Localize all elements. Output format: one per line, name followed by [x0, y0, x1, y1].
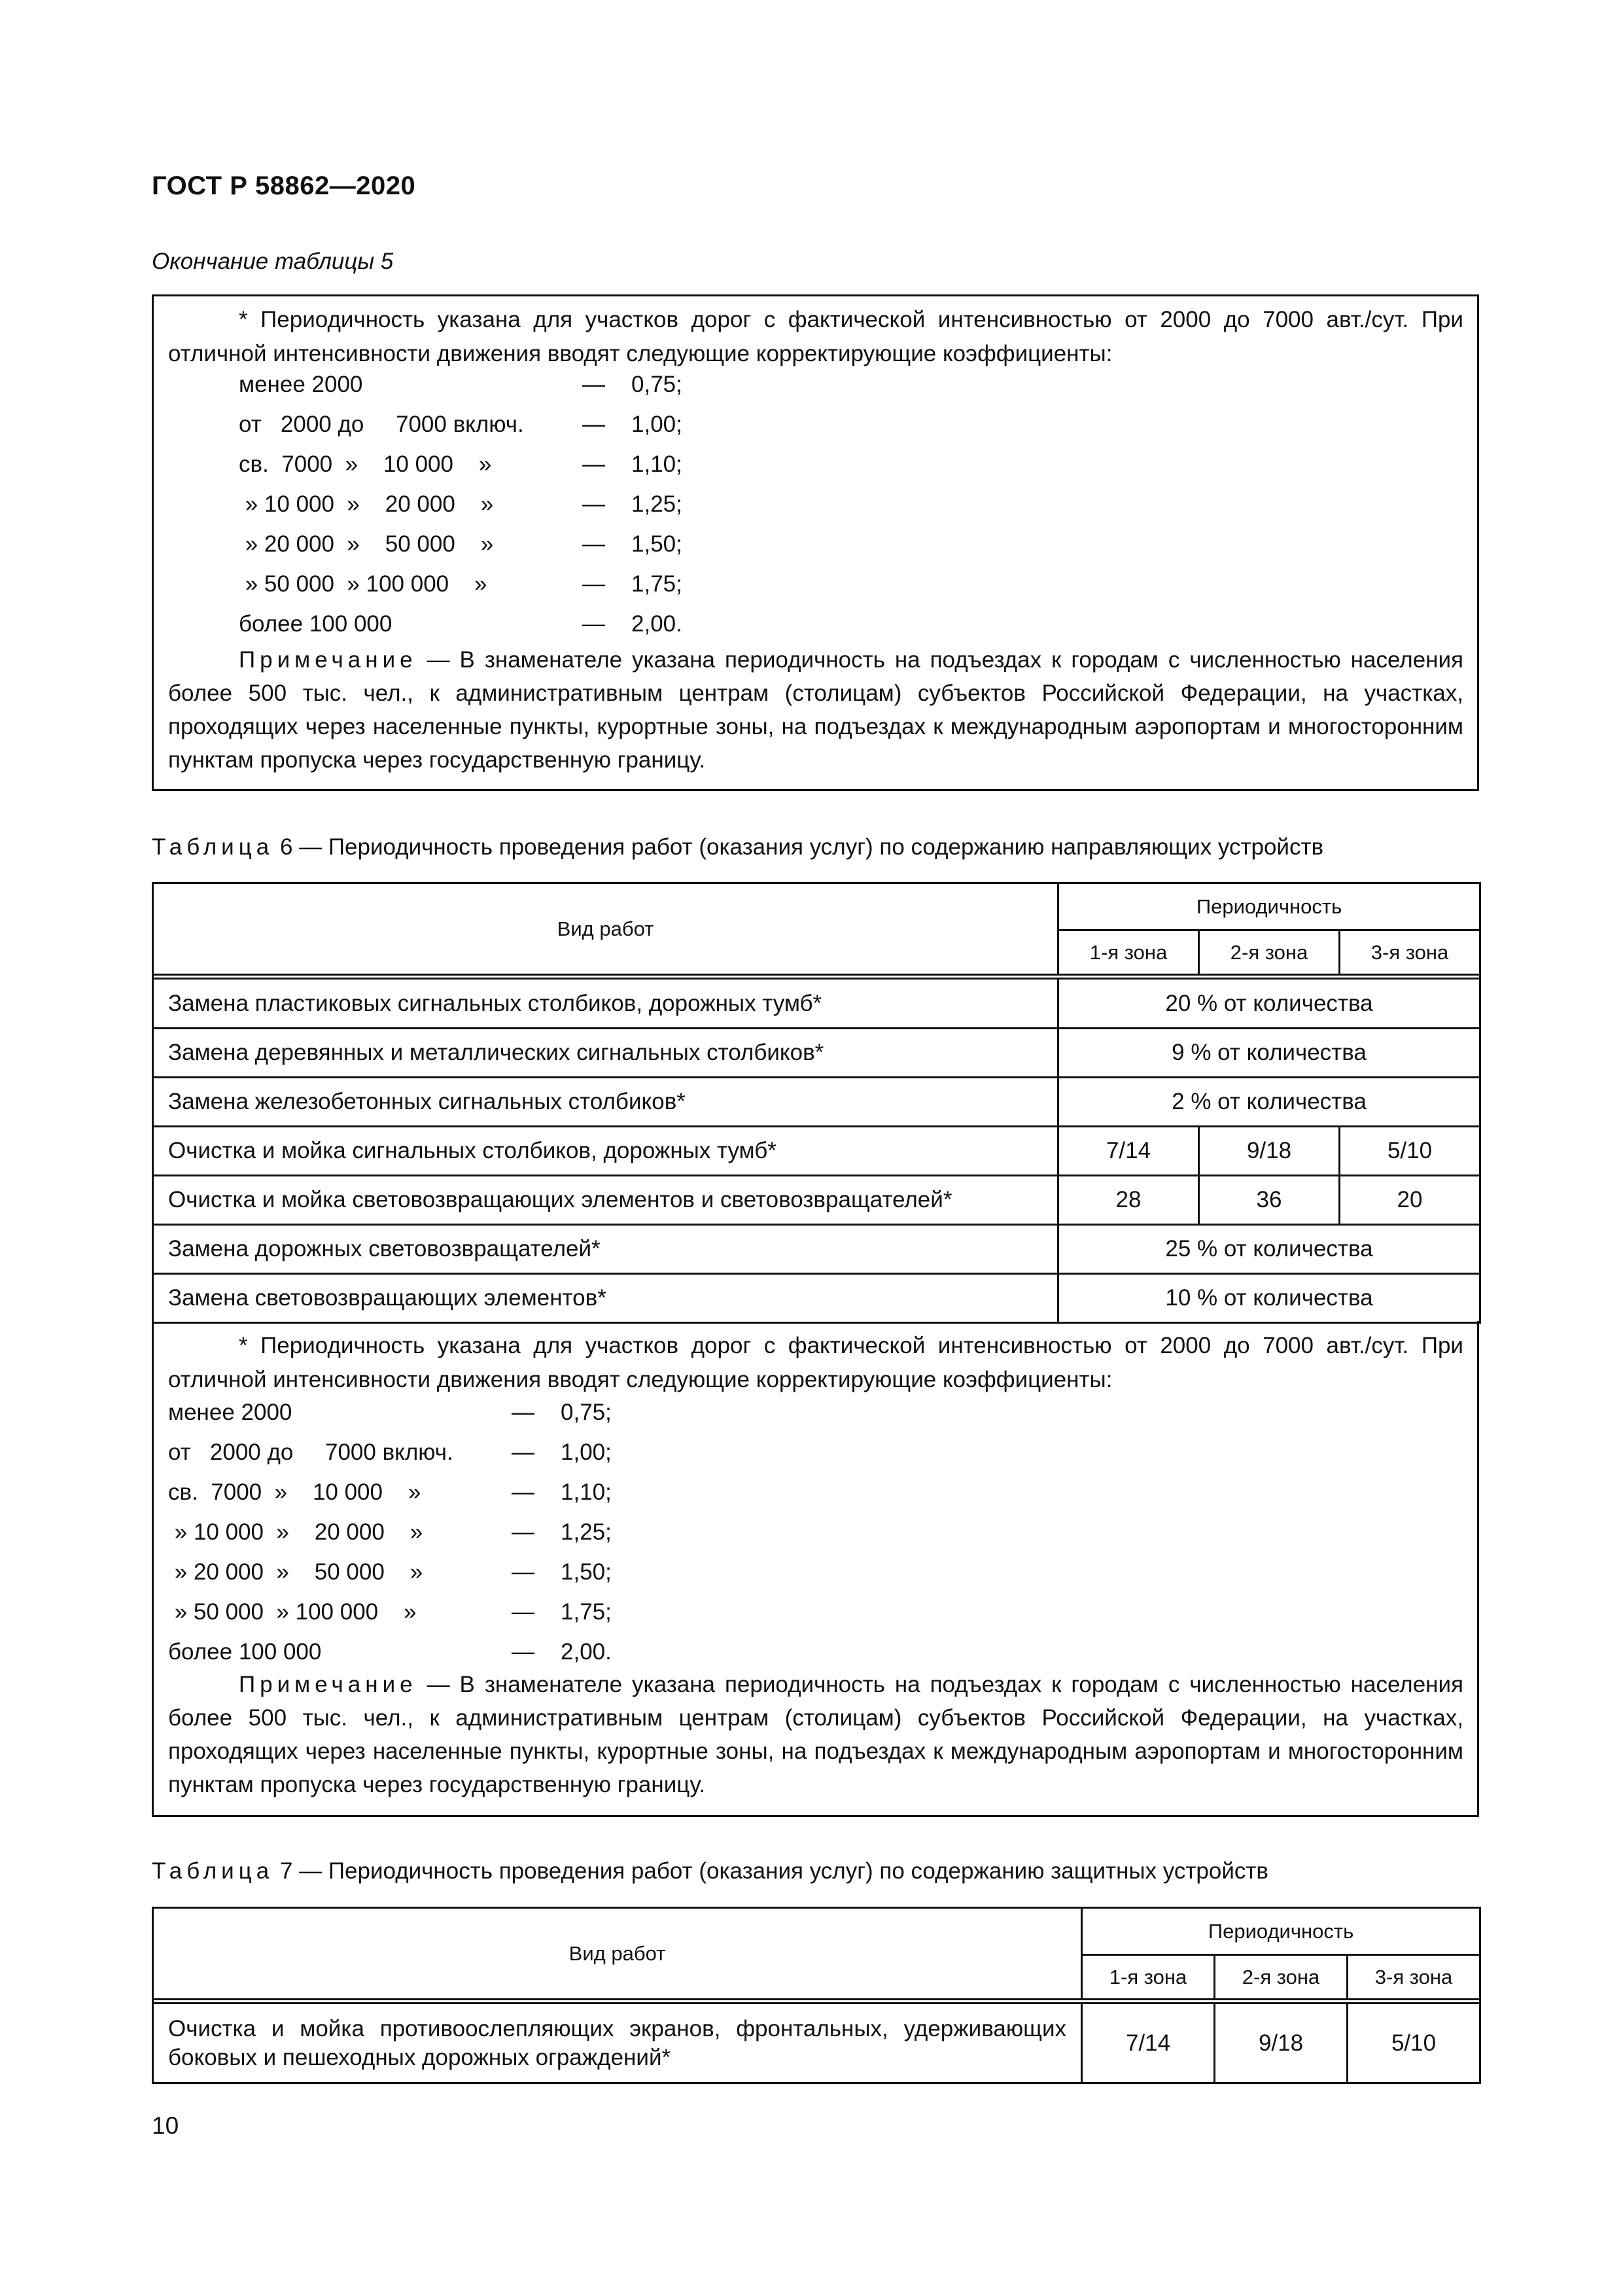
col-header-period: Периодичность: [1082, 1908, 1480, 1955]
coef-row: более 100 000 — 2,00.: [239, 611, 682, 637]
table6-caption: Таблица 6 — Периодичность проведения работ (оказания услуг) по содержанию направляющих устройств: [152, 834, 1324, 860]
period-cell: 25 % от количества: [1058, 1225, 1480, 1274]
table5-coefficients: [239, 372, 828, 646]
table6-footnote: * Периодичность указана для участков дорог с фактической интенсивностью от 2000 до 7000 авт./сут. При отличной интенсивности движения вводят следующие корректирующие коэффициенты:: [168, 1333, 1463, 1392]
table5-footnote-box: [152, 294, 1479, 791]
table-row: [153, 1225, 1480, 1274]
table-continuation-label: Окончание таблицы 5: [152, 249, 394, 274]
work-cell: Очистка и мойка сигнальных столбиков, дорожных тумб*: [153, 1127, 1058, 1176]
document-id: ГОСТ Р 58862—2020: [152, 171, 416, 200]
coef-row: от 2000 до 7000 включ. — 1,00;: [239, 412, 682, 437]
table-row: [153, 1274, 1480, 1323]
col-header-work: Вид работ: [153, 1908, 1082, 2000]
col-header-zone1: 1-я зона: [1058, 930, 1199, 975]
table-row: [153, 2004, 1480, 2083]
coef-row: менее 2000 — 0,75;: [168, 1400, 612, 1425]
table-row: [153, 1078, 1480, 1127]
col-header-zone1: 1-я зона: [1082, 1955, 1215, 2000]
table7: [152, 1907, 1481, 2084]
col-header-period: Периодичность: [1058, 883, 1480, 930]
zone2-cell: 36: [1199, 1176, 1340, 1225]
work-cell: Очистка и мойка световозвращающих элементов и световозвращателей*: [153, 1176, 1058, 1225]
zone2-cell: 9/18: [1199, 1127, 1340, 1176]
table6: [152, 882, 1481, 1324]
zone3-cell: 20: [1340, 1176, 1480, 1225]
period-cell: 2 % от количества: [1058, 1078, 1480, 1127]
zone1-cell: 7/14: [1058, 1127, 1199, 1176]
coef-row: св. 7000 » 10 000 » — 1,10;: [168, 1479, 612, 1505]
zone3-cell: 5/10: [1348, 2004, 1480, 2083]
table-row: [153, 979, 1480, 1029]
table5-footnote: * Периодичность указана для участков дорог с фактической интенсивностью от 2000 до 7000 авт./сут. При отличной интенсивности движения вводят следующие корректирующие коэффициенты:: [168, 307, 1463, 366]
table-row: [153, 1176, 1480, 1225]
work-cell: Очистка и мойка противоослепляющих экранов, фронтальных, удерживающих боковых и пешеходных дорожных ограждений*: [153, 2004, 1082, 2083]
zone3-cell: 5/10: [1340, 1127, 1480, 1176]
table6-footnote-box: [152, 1321, 1479, 1817]
coef-row: » 20 000 » 50 000 » — 1,50;: [239, 531, 682, 557]
coef-row: » 50 000 » 100 000 » — 1,75;: [239, 571, 682, 597]
coef-row: св. 7000 » 10 000 » — 1,10;: [239, 451, 682, 477]
table6-note: Примечание — В знаменателе указана периодичность на подъездах к городам с численностью населения более 500 тыс. чел., к административным центрам (столицам) субъектов Российской Федерации, на участках, проходящих через населенные пункты, курортные зоны, на подъездах к международным аэропортам и многосторонним пунктам пропуска через государственную границу.: [168, 1672, 1463, 1797]
table-row: [153, 1029, 1480, 1078]
col-header-zone3: 3-я зона: [1348, 1955, 1480, 2000]
coef-row: » 20 000 » 50 000 » — 1,50;: [168, 1559, 612, 1585]
coef-row: » 10 000 » 20 000 » — 1,25;: [168, 1519, 612, 1545]
col-header-zone2: 2-я зона: [1215, 1955, 1348, 2000]
page-number: 10: [152, 2112, 179, 2139]
work-cell: Замена световозвращающих элементов*: [153, 1274, 1058, 1323]
table-row: [153, 1127, 1480, 1176]
period-cell: 10 % от количества: [1058, 1274, 1480, 1323]
coef-row: менее 2000 — 0,75;: [239, 372, 682, 397]
table7-caption: Таблица 7 — Периодичность проведения работ (оказания услуг) по содержанию защитных устройств: [152, 1858, 1269, 1884]
work-cell: Замена деревянных и металлических сигнальных столбиков*: [153, 1029, 1058, 1078]
zone1-cell: 7/14: [1082, 2004, 1215, 2083]
zone2-cell: 9/18: [1215, 2004, 1348, 2083]
work-cell: Замена пластиковых сигнальных столбиков, дорожных тумб*: [153, 979, 1058, 1029]
coef-row: от 2000 до 7000 включ. — 1,00;: [168, 1439, 612, 1465]
zone1-cell: 28: [1058, 1176, 1199, 1225]
work-cell: Замена железобетонных сигнальных столбиков*: [153, 1078, 1058, 1127]
col-header-work: Вид работ: [153, 883, 1058, 975]
period-cell: 9 % от количества: [1058, 1029, 1480, 1078]
table5-note: Примечание — В знаменателе указана периодичность на подъездах к городам с численностью населения более 500 тыс. чел., к административным центрам (столицам) субъектов Российской Федерации, на участках, проходящих через населенные пункты, курортные зоны, на подъездах к международным аэропортам и многосторонним пунктам пропуска через государственную границу.: [168, 647, 1463, 773]
period-cell: 20 % от количества: [1058, 979, 1480, 1029]
col-header-zone2: 2-я зона: [1199, 930, 1340, 975]
coef-row: » 50 000 » 100 000 » — 1,75;: [168, 1599, 612, 1625]
col-header-zone3: 3-я зона: [1340, 930, 1480, 975]
coef-row: более 100 000 — 2,00.: [168, 1639, 612, 1665]
work-cell: Замена дорожных световозвращателей*: [153, 1225, 1058, 1274]
table6-coefficients: [168, 1400, 757, 1674]
coef-row: » 10 000 » 20 000 » — 1,25;: [239, 491, 682, 517]
